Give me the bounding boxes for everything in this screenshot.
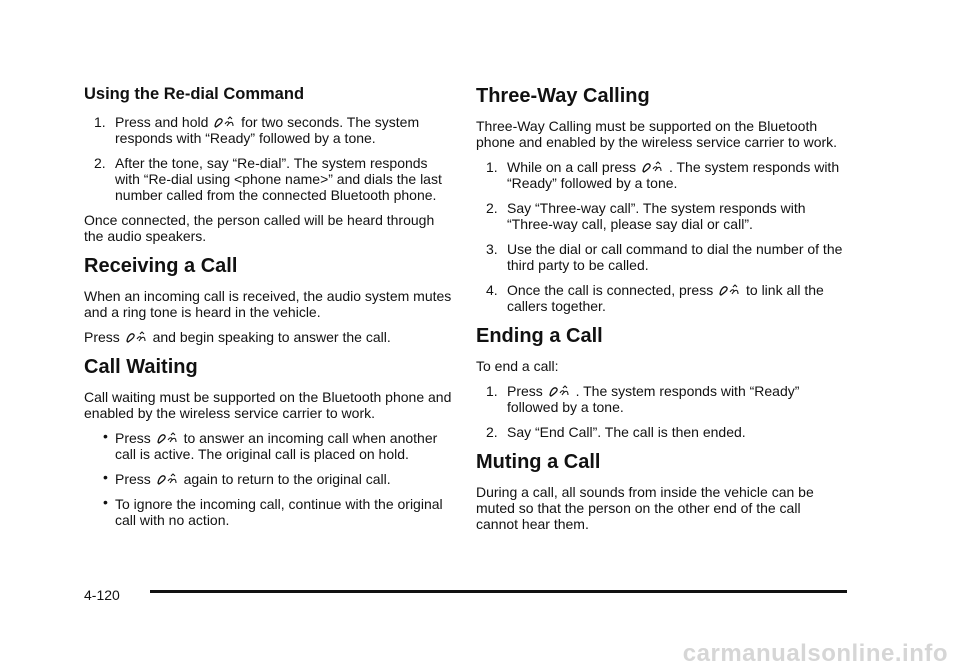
step-text: . The system responds with “Ready” followed by a tone. <box>507 159 840 191</box>
list-item <box>84 496 454 528</box>
list-item <box>84 471 454 487</box>
step-text: Press and hold <box>115 114 213 130</box>
step-number: 2. <box>486 424 498 440</box>
ending-heading: Ending a Call <box>476 325 603 347</box>
waiting-heading: Call Waiting <box>84 356 198 378</box>
step-text: Once the call is connected, press <box>507 282 718 298</box>
step-text: Press <box>507 383 547 399</box>
receiving-para: When an incoming call is received, the audio system mutes and a ring tone is heard in the vehicle. <box>84 288 452 320</box>
step-number: 1. <box>486 383 498 399</box>
step-text: . The system responds with “Ready” followed by a tone. <box>507 383 800 415</box>
step-text: Say “End Call”. The call is then ended. <box>507 424 746 440</box>
step-text: Use the dial or call command to dial the number of the third party to be called. <box>507 241 843 273</box>
redial-steps <box>84 114 454 203</box>
list-item <box>84 155 454 203</box>
list-item <box>476 200 846 232</box>
footer-rule <box>150 590 847 593</box>
step-text: After the tone, say “Re-dial”. The system responds with “Re-dial using <phone name>” and dials the last number called from the connected Bluetooth phone. <box>115 155 442 203</box>
press-text: and begin speaking to answer the call. <box>148 329 391 345</box>
push-to-talk-icon <box>718 284 740 298</box>
bullet-icon: • <box>103 469 108 485</box>
bullet-text: Press <box>115 430 155 446</box>
receiving-heading: Receiving a Call <box>84 255 238 277</box>
muting-para: During a call, all sounds from inside the vehicle can be muted so that the person on the other end of the call cannot hear them. <box>476 484 814 532</box>
push-to-talk-icon <box>125 331 147 345</box>
left-column <box>84 84 454 537</box>
push-to-talk-icon <box>641 161 663 175</box>
list-item <box>476 159 846 191</box>
list-item <box>476 424 846 440</box>
list-item <box>84 430 454 462</box>
right-column <box>476 84 846 541</box>
bullet-text: To ignore the incoming call, continue with the original call with no action. <box>115 496 443 528</box>
step-number: 1. <box>486 159 498 175</box>
bullet-text: to answer an incoming call when another call is active. The original call is placed on hold. <box>115 430 438 462</box>
page-number: 4-120 <box>84 587 120 603</box>
list-item <box>476 241 846 273</box>
muting-heading: Muting a Call <box>476 451 601 473</box>
bullet-text: again to return to the original call. <box>179 471 391 487</box>
threeway-heading: Three-Way Calling <box>476 85 650 107</box>
push-to-talk-icon <box>156 432 178 446</box>
redial-heading: Using the Re-dial Command <box>84 85 305 103</box>
waiting-bullets <box>84 430 454 528</box>
step-number: 2. <box>486 200 498 216</box>
step-text: to link all the callers together. <box>507 282 824 314</box>
ending-steps <box>476 383 846 440</box>
list-item <box>476 282 846 314</box>
step-number: 2. <box>94 155 106 171</box>
push-to-talk-icon <box>213 116 235 130</box>
step-number: 3. <box>486 241 498 257</box>
step-text: for two seconds. The system responds with “Ready” followed by a tone. <box>115 114 420 146</box>
list-item <box>476 383 846 415</box>
step-number: 1. <box>94 114 106 130</box>
step-text: While on a call press <box>507 159 641 175</box>
bullet-icon: • <box>103 494 108 510</box>
threeway-steps <box>476 159 846 314</box>
redial-note: Once connected, the person called will be heard through the audio speakers. <box>84 212 435 244</box>
watermark: carmanualsonline.info <box>682 640 948 667</box>
push-to-talk-icon <box>548 385 570 399</box>
push-to-talk-icon <box>156 473 178 487</box>
threeway-para: Three-Way Calling must be supported on the Bluetooth phone and enabled by the wireless service carrier to work. <box>476 118 838 150</box>
bullet-text: Press <box>115 471 155 487</box>
bullet-icon: • <box>103 428 108 444</box>
press-text: Press <box>84 329 124 345</box>
list-item <box>84 114 454 146</box>
step-number: 4. <box>486 282 498 298</box>
receiving-press-line <box>84 329 454 345</box>
step-text: Say “Three-way call”. The system responds with “Three-way call, please say dial or call”. <box>507 200 806 232</box>
waiting-para: Call waiting must be supported on the Bluetooth phone and enabled by the wireless service carrier to work. <box>84 389 452 421</box>
ending-para: To end a call: <box>476 358 559 374</box>
